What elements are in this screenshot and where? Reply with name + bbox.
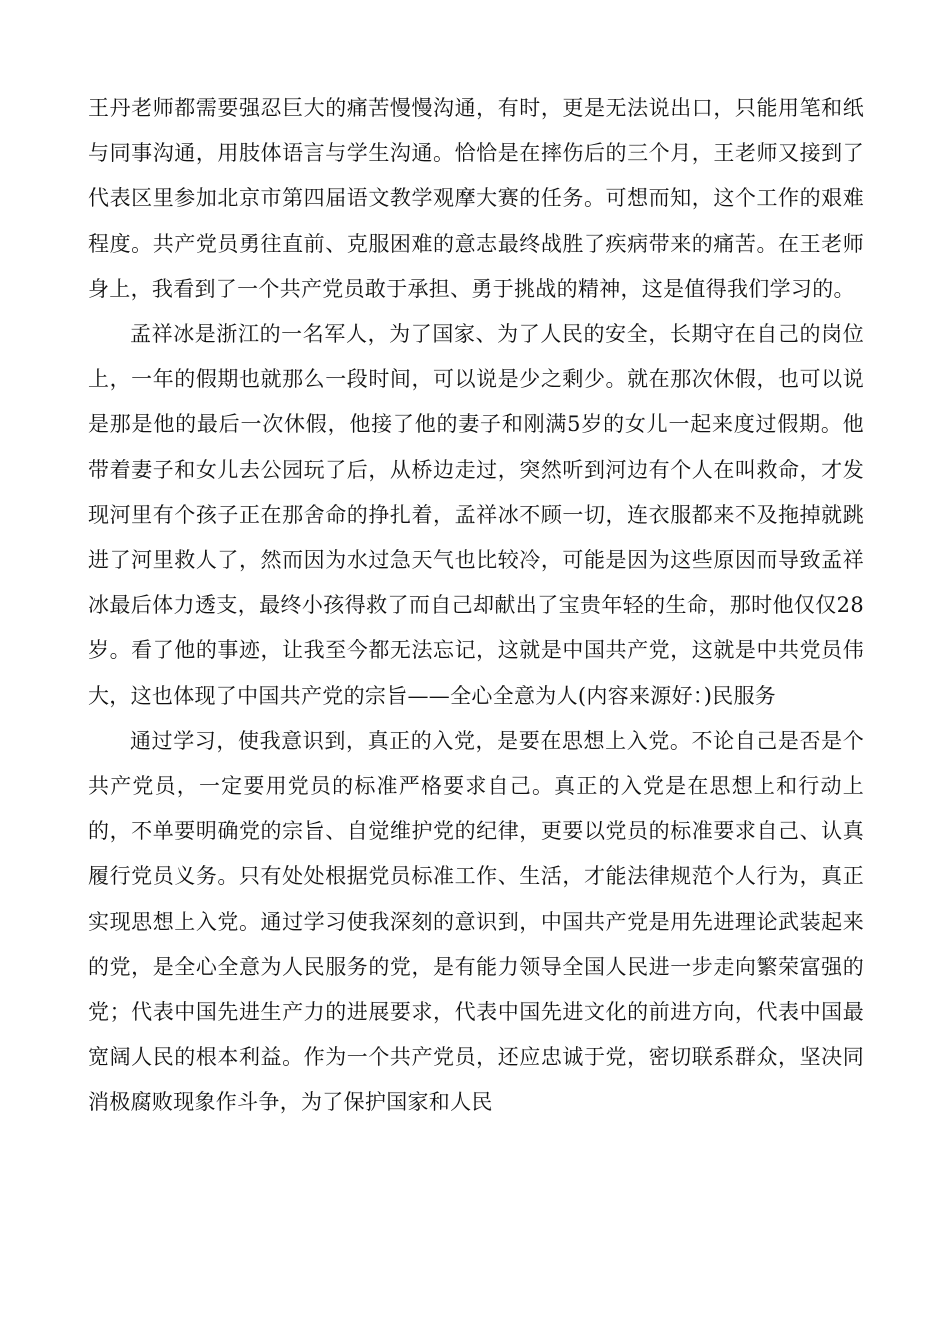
- document-page: [88, 86, 864, 1126]
- paragraph-1: 王丹老师都需要强忍巨大的痛苦慢慢沟通，有时，更是无法说出口，只能用笔和纸与同事沟通，用肢体语言与学生沟通。恰恰是在摔伤后的三个月，王老师又接到了代表区里参加北京市第四届语文教学观摩大赛的任务。可想而知，这个工作的艰难程度。共产党员勇往直前、克服困难的意志最终战胜了疾病带来的痛苦。在王老师身上，我看到了一个共产党员敢于承担、勇于挑战的精神，这是值得我们学习的。: [88, 96, 864, 301]
- paragraph-3: 通过学习，使我意识到，真正的入党，是要在思想上入党。不论自己是否是个共产党员，一定要用党员的标准严格要求自己。真正的入党是在思想上和行动上的，不单要明确党的宗旨、自觉维护党的纪律，更要以党员的标准要求自己、认真履行党员义务。只有处处根据党员标准工作、生活，才能法律规范个人行为，真正实现思想上入党。通过学习使我深刻的意识到，中国共产党是用先进理论武装起来的党，是全心全意为人民服务的党，是有能力领导全国人民进一步走向繁荣富强的党；代表中国先进生产力的进展要求，代表中国先进文化的前进方向，代表中国最宽阔人民的根本利益。作为一个共产党员，还应忠诚于党，密切联系群众，坚决同消极腐败现象作斗争，为了保护国家和人民: [88, 728, 864, 1115]
- paragraph-2: 孟祥冰是浙江的一名军人，为了国家、为了人民的安全，长期守在自己的岗位上，一年的假期也就那么一段时间，可以说是少之剩少。就在那次休假，也可以说是那是他的最后一次休假，他接了他的妻子和刚满5岁的女儿一起来度过假期。他带着妻子和女儿去公园玩了后，从桥边走过，突然听到河边有个人在叫救命，才发现河里有个孩子正在那舍命的挣扎着，孟祥冰不顾一切，连衣服都来不及拖掉就跳进了河里救人了，然而因为水过急天气也比较冷，可能是因为这些原因而导致孟祥冰最后体力透支，最终小孩得救了而自己却献出了宝贵年轻的生命，那时他仅仅28岁。看了他的事迹，让我至今都无法忘记，这就是中国共产党，这就是中共党员伟大，这也体现了中国共产党的宗旨——全心全意为人(内容来源好：)民服务: [88, 322, 864, 708]
